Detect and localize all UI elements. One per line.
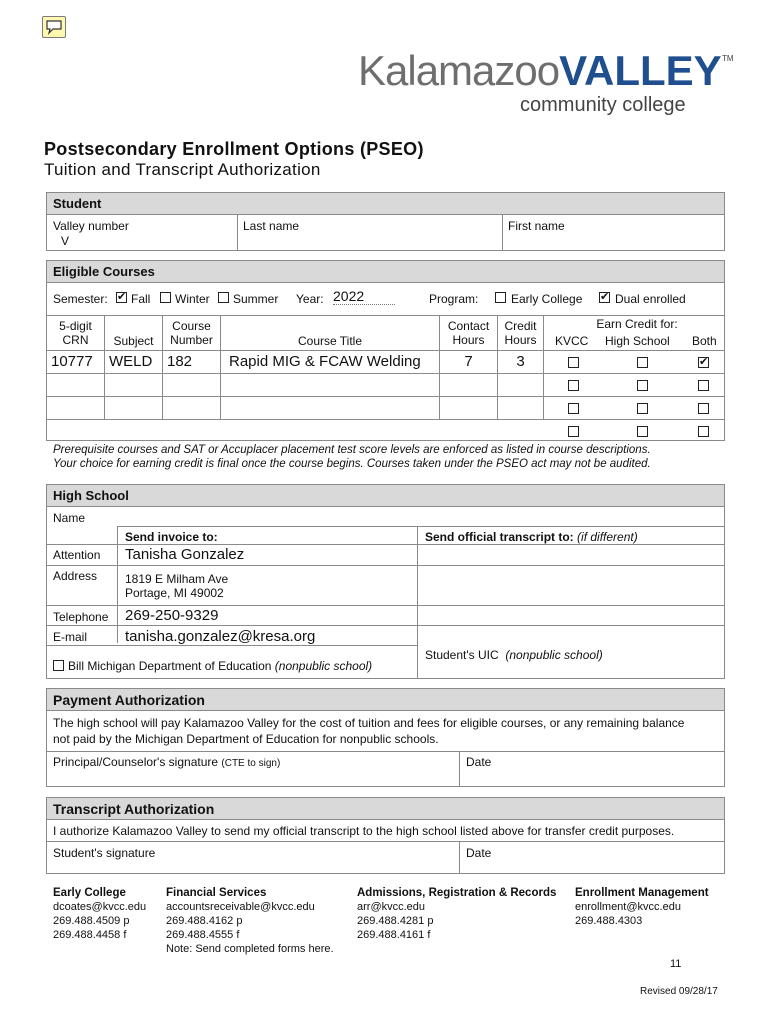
trademark: TM	[722, 54, 734, 63]
transcript-date-field[interactable]: Date	[466, 846, 492, 860]
page-number: 11	[670, 958, 682, 970]
row1-credit[interactable]: 3	[516, 353, 525, 370]
send-transcript-label: Send official transcript to: (if different)	[425, 530, 638, 544]
transcript-section	[46, 797, 725, 874]
send-invoice-label: Send invoice to:	[125, 530, 218, 544]
row1-contact[interactable]: 7	[464, 353, 473, 370]
col-earn-credit: Earn Credit for:	[596, 317, 678, 331]
row3-both-checkbox[interactable]	[698, 403, 709, 414]
form-subtitle: Tuition and Transcript Authorization	[44, 160, 321, 179]
logo-subtitle: community college	[520, 94, 686, 116]
valley-number-field[interactable]: V	[61, 234, 70, 248]
summer-checkbox[interactable]	[218, 292, 229, 303]
high-school-header: High School	[47, 485, 724, 507]
contact-early-college: Early College dcoates@kvcc.edu 269.488.4509 p 269.488.4458 f	[53, 887, 147, 941]
courses-header: Eligible Courses	[47, 261, 724, 283]
courses-section	[46, 260, 725, 441]
email-field[interactable]: tanisha.gonzalez@kresa.org	[125, 628, 316, 645]
row2-kvcc-checkbox[interactable]	[568, 380, 579, 391]
row2-both-checkbox[interactable]	[698, 380, 709, 391]
prereq-note: Prerequisite courses and SAT or Accuplacer placement test score levels are enforced as listed in course descriptions.	[53, 444, 651, 456]
payment-section	[46, 688, 725, 787]
college-logo: KalamazooVALLEY	[358, 47, 722, 94]
col-high-school: High School	[605, 334, 670, 348]
row1-title[interactable]: Rapid MIG & FCAW Welding	[229, 353, 421, 370]
col-both: Both	[692, 334, 717, 348]
row4-both-checkbox[interactable]	[698, 426, 709, 437]
row1-kvcc-checkbox[interactable]	[568, 357, 579, 368]
payment-text-1: The high school will pay Kalamazoo Valley for the cost of tuition and fees for eligible courses, or any remaining balance	[53, 716, 685, 730]
row1-both-checkbox[interactable]	[698, 357, 709, 368]
fall-checkbox[interactable]	[116, 292, 127, 303]
summer-label: Summer	[233, 292, 279, 306]
row4-hs-checkbox[interactable]	[637, 426, 648, 437]
student-section	[46, 192, 725, 251]
telephone-field[interactable]: 269-250-9329	[125, 607, 219, 624]
col-kvcc: KVCC	[555, 334, 589, 348]
address-label: Address	[53, 569, 98, 583]
principal-signature-field[interactable]: Principal/Counselor's signature (CTE to sign)	[53, 755, 281, 769]
student-uic-field[interactable]: Student's UIC (nonpublic school)	[425, 648, 603, 662]
col-course-number: Course Number	[170, 319, 213, 347]
payment-date-field[interactable]: Date	[466, 755, 492, 769]
form-title: Postsecondary Enrollment Options (PSEO)	[44, 139, 424, 159]
contact-enrollment: Enrollment Management enrollment@kvcc.edu 269.488.4303	[575, 887, 709, 927]
row3-kvcc-checkbox[interactable]	[568, 403, 579, 414]
col-contact-hours: Contact Hours	[447, 319, 490, 347]
bill-mde-label: Bill Michigan Department of Education (nonpublic school)	[68, 659, 373, 673]
first-name-field[interactable]: First name	[508, 219, 565, 233]
contact-financial-services: Financial Services accountsreceivable@kvcc.edu 269.488.4162 p 269.488.4555 f Note: Send completed forms here.	[166, 887, 334, 955]
valley-number-label: Valley number	[53, 219, 129, 233]
student-header: Student	[47, 193, 724, 215]
program-label: Program:	[429, 292, 479, 306]
revised-date: Revised 09/28/17	[640, 986, 718, 997]
payment-header: Payment Authorization	[47, 689, 724, 711]
telephone-label: Telephone	[53, 610, 109, 624]
year-label: Year:	[296, 292, 324, 306]
col-subject: Subject	[113, 334, 154, 348]
bill-mde-checkbox[interactable]	[53, 660, 64, 671]
row4-kvcc-checkbox[interactable]	[568, 426, 579, 437]
col-course-title: Course Title	[297, 334, 363, 348]
winter-checkbox[interactable]	[160, 292, 171, 303]
row1-subject[interactable]: WELD	[109, 353, 153, 370]
audit-note: Your choice for earning credit is final once the course begins. Courses taken under the PSEO act may not be audited.	[53, 458, 651, 470]
email-label: E-mail	[53, 630, 88, 644]
transcript-text: I authorize Kalamazoo Valley to send my official transcript to the high school listed above for transfer credit purposes.	[53, 824, 675, 838]
hs-name-field[interactable]: Name	[53, 511, 86, 525]
dual-enrolled-label: Dual enrolled	[615, 292, 686, 306]
dual-enrolled-checkbox[interactable]	[599, 292, 610, 303]
early-college-checkbox[interactable]	[495, 292, 506, 303]
contact-admissions: Admissions, Registration & Records arr@kvcc.edu 269.488.4281 p 269.488.4161 f	[357, 887, 557, 941]
payment-text-2: not paid by the Michigan Department of Education for nonpublic schools.	[53, 732, 439, 746]
fall-label: Fall	[131, 292, 151, 306]
comment-icon[interactable]	[42, 16, 66, 38]
year-field[interactable]: 2022	[333, 288, 395, 305]
high-school-section	[46, 484, 725, 679]
last-name-field[interactable]: Last name	[243, 219, 300, 233]
col-credit-hours: Credit Hours	[504, 319, 537, 347]
address-field[interactable]: 1819 E Milham Ave Portage, MI 49002	[125, 572, 229, 600]
attention-field[interactable]: Tanisha Gonzalez	[125, 546, 245, 563]
row3-hs-checkbox[interactable]	[637, 403, 648, 414]
row1-hs-checkbox[interactable]	[637, 357, 648, 368]
row1-number[interactable]: 182	[167, 353, 193, 370]
early-college-label: Early College	[511, 292, 583, 306]
attention-label: Attention	[53, 548, 101, 562]
row1-crn[interactable]: 10777	[51, 353, 93, 370]
student-signature-field[interactable]: Student's signature	[53, 846, 156, 860]
winter-label: Winter	[175, 292, 210, 306]
semester-label: Semester:	[53, 292, 108, 306]
transcript-header: Transcript Authorization	[47, 798, 724, 820]
col-crn: 5-digit CRN	[59, 319, 92, 347]
row2-hs-checkbox[interactable]	[637, 380, 648, 391]
